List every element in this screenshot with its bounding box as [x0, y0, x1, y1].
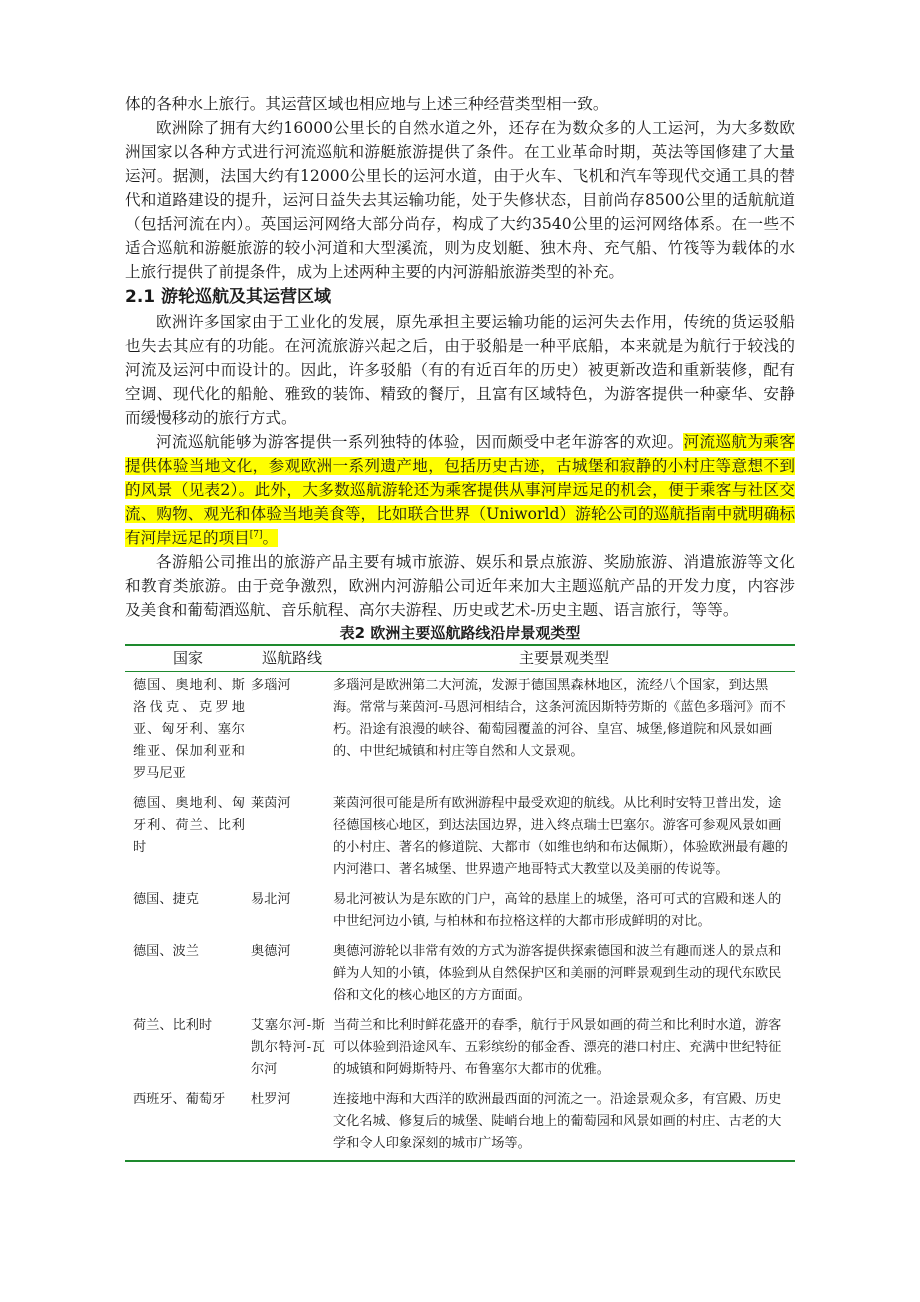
cell-country: 德国、波兰 — [133, 944, 199, 959]
paragraph-continuation: 体的各种水上旅行。其运营区域也相应地与上述三种经营类型相一致。 — [125, 95, 609, 113]
paragraph-river-cruise — [125, 430, 795, 550]
cell-landscape: 易北河被认为是东欧的门户，高耸的悬崖上的城堡，洛可可式的宫殿和迷人的中世纪河边小镇, 与柏林和布拉格这样的大都市形成鲜明的对比。 — [333, 892, 782, 929]
table-caption: 表2 欧洲主要巡航路线沿岸景观类型 — [339, 624, 581, 642]
cell-route: 艾塞尔河-斯凯尔特河-瓦尔河 — [251, 1018, 325, 1077]
table-row — [125, 886, 795, 938]
cell-route: 易北河 — [251, 892, 291, 907]
section-heading: 2.1 游轮巡航及其运营区域 — [125, 287, 332, 307]
cell-country: 荷兰、比利时 — [133, 1018, 213, 1033]
table-row — [125, 1086, 795, 1161]
table-row — [125, 938, 795, 1012]
cell-landscape: 多瑙河是欧洲第二大河流，发源于德国黑森林地区，流经八个国家，到达黑海。常常与莱茵河-马恩河相结合，这条河流因斯特劳斯的《蓝色多瑙河》而不朽。沿途有浪漫的峡谷、葡萄园覆盖的河谷、皇宫、城堡,修道院和风景如画的、中世纪城镇和村庄等自然和人文景观。 — [333, 678, 786, 759]
cell-country: 西班牙、葡萄牙 — [133, 1092, 226, 1107]
table-row — [125, 790, 795, 886]
cell-country: 德国、捷克 — [133, 892, 199, 907]
header-landscape: 主要景观类型 — [518, 649, 609, 667]
cell-country: 德国、奥地利、匈牙利、荷兰、比利时 — [133, 796, 245, 855]
cell-country: 德国、奥地利、斯洛伐克、克罗地亚、匈牙利、塞尔维亚、保加利亚和罗马尼亚 — [133, 678, 245, 781]
cell-landscape: 当荷兰和比利时鲜花盛开的春季，航行于风景如画的荷兰和比利时水道，游客可以体验到沿途风车、五彩缤纷的郁金香、漂亮的港口村庄、充满中世纪特征的城镇和阿姆斯特丹、布鲁塞尔大都市的优雅。 — [333, 1018, 782, 1077]
citation-ref: [7] — [249, 529, 263, 540]
paragraph-canals: 欧洲除了拥有大约16000公里长的自然水道之外，还存在为数众多的人工运河，为大多数欧洲国家以各种方式进行河流巡航和游艇旅游提供了条件。在工业革命时期，英法等国修建了大量运河。据测，法国大约有12000公里长的运河水道，由于火车、飞机和汽车等现代交通工具的替代和道路建设的提升，运河日益失去其运输功能，处于失修状态，目前尚存8500公里的适航航道（包括河流在内）。英国运河网络大部分尚存，构成了大约3540公里的运河网络体系。在一些不适合巡航和游艇旅游的较小河道和大型溪流，则为皮划艇、独木舟、充气船、竹筏等为载体的水上旅行提供了前提条件，成为上述两种主要的内河游船旅游类型的补充。 — [125, 119, 795, 281]
river-cruise-intro: 河流巡航能够为游客提供一系列独特的体验，因而颇受中老年游客的欢迎。 — [156, 433, 684, 451]
cell-route: 莱茵河 — [251, 796, 291, 811]
header-route: 巡航路线 — [261, 649, 322, 667]
cell-route: 奥德河 — [251, 944, 291, 959]
cell-landscape: 奥德河游轮以非常有效的方式为游客提供探索德国和波兰有趣而迷人的景点和鲜为人知的小镇，体验到从自然保护区和美丽的河畔景观到生动的现代东欧民俗和文化的核心地区的方方面面。 — [333, 944, 782, 1003]
header-country: 国家 — [172, 649, 203, 667]
page-content — [125, 92, 795, 1162]
highlighted-end: 。 — [262, 529, 279, 547]
cell-route: 多瑙河 — [251, 678, 291, 693]
cell-landscape: 莱茵河很可能是所有欧洲游程中最受欢迎的航线。从比利时安特卫普出发，途径德国核心地区，到达法国边界，进入终点瑞士巴塞尔。游客可参观风景如画的小村庄、著名的修道院、大都市（如维也纳和布达佩斯），体验欧洲最有趣的内河港口、著名城堡、世界遗产地哥特式大教堂以及美丽的传说等。 — [333, 796, 788, 877]
table-row — [125, 1012, 795, 1086]
landscape-table — [125, 644, 795, 1162]
highlighted-body: 河流巡航为乘客提供体验当地文化，参观欧洲一系列遗产地，包括历史古迹，古城堡和寂静的小村庄等意想不到的风景（见表2）。此外，大多数巡航游轮还为乘客提供从事河岸远足的机会，便于乘客与社区交流、购物、观光和体验当地美食等，比如联合世界（Uniworld）游轮公司的巡航指南中就明确标有河岸远足的项目 — [125, 433, 795, 547]
table-header-row — [125, 645, 795, 672]
cell-route: 杜罗河 — [251, 1092, 291, 1107]
table-row — [125, 672, 795, 791]
cell-landscape: 连接地中海和大西洋的欧洲最西面的河流之一。沿途景观众多，有宫殿、历史文化名城、修复后的城堡、陡峭台地上的葡萄园和风景如画的村庄、古老的大学和令人印象深刻的城市广场等。 — [333, 1092, 782, 1151]
paragraph-barges: 欧洲许多国家由于工业化的发展，原先承担主要运输功能的运河失去作用，传统的货运驳船也失去其应有的功能。在河流旅游兴起之后，由于驳船是一种平底船，本来就是为航行于较浅的河流及运河中而设计的。因此，许多驳船（有的有近百年的历史）被更新改造和重新装修，配有空调、现代化的船舱、雅致的装饰、精致的餐厅，且富有区域特色，为游客提供一种豪华、安静而缓慢移动的旅行方式。 — [125, 313, 795, 427]
paragraph-products: 各游船公司推出的旅游产品主要有城市旅游、娱乐和景点旅游、奖励旅游、消遣旅游等文化和教育类旅游。由于竞争激烈，欧洲内河游船公司近年来加大主题巡航产品的开发力度，内容涉及美食和葡萄酒巡航、音乐航程、高尔夫游程、历史或艺术-历史主题、语言旅行，等等。 — [125, 553, 795, 619]
